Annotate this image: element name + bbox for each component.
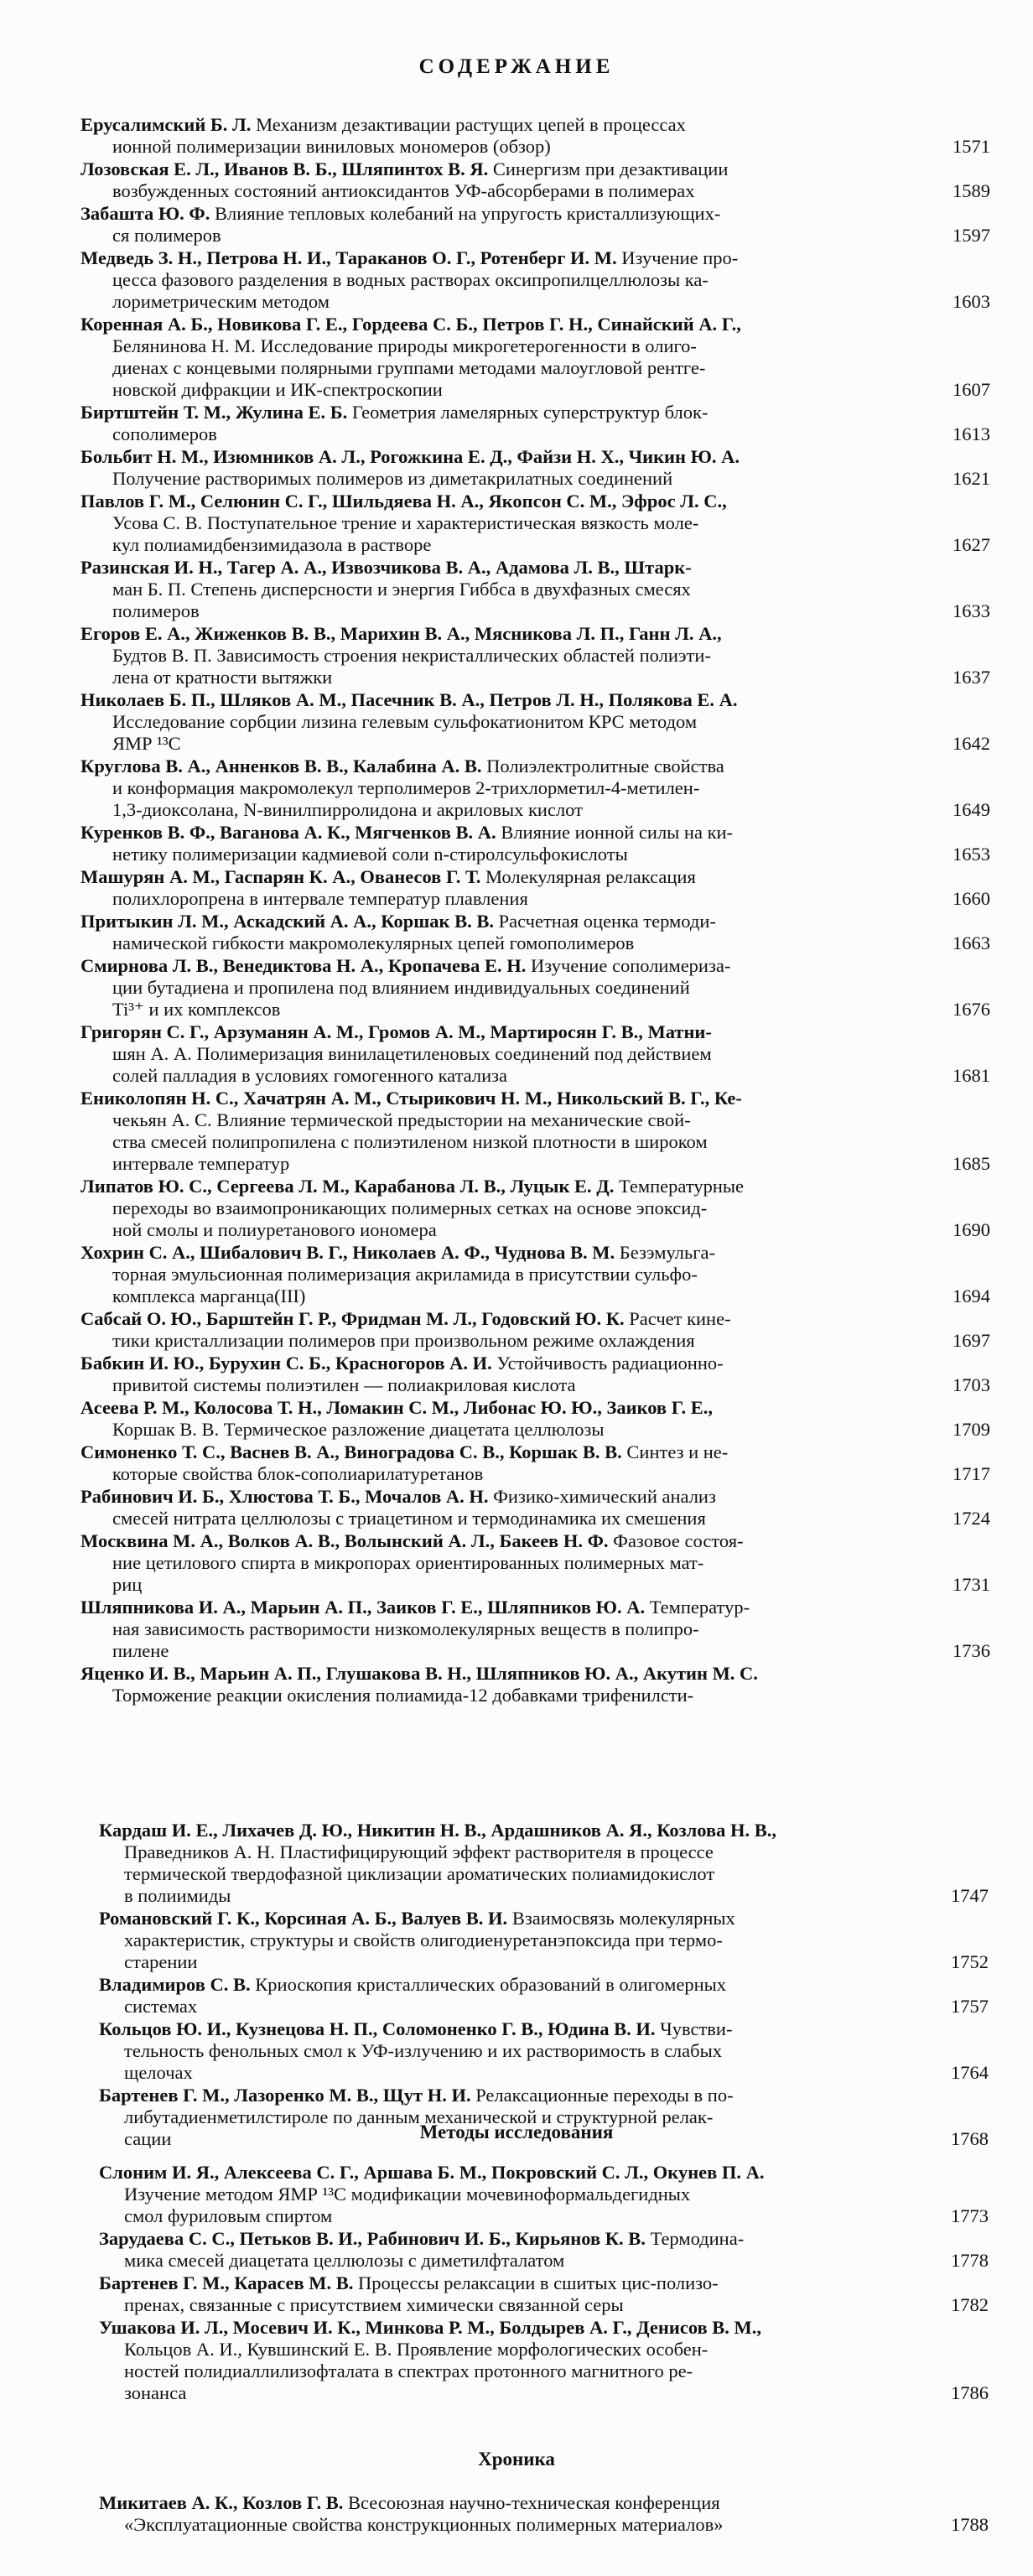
entry-title-line: Механизм дезактивации растущих цепей в процессах [251, 114, 686, 135]
entry-authors: Липатов Ю. С., Сергеева Л. М., Карабанова Л. В., Луцык Е. Д. [80, 1176, 615, 1197]
toc-entry [80, 203, 1033, 247]
entry-page-number: 1764 [951, 2062, 989, 2083]
entry-title-line: Процессы релаксации в сшитых цис-полизо- [353, 2272, 719, 2293]
entry-title-line: Праведников А. Н. Пластифицирующий эффект растворителя в процессе [124, 1841, 714, 1862]
entry-title-line: Будтов В. П. Зависимость строения некристаллических областей полиэти- [112, 645, 711, 666]
entry-page-number: 1685 [953, 1153, 990, 1174]
entry-title-line: лориметрическим методом [112, 291, 330, 312]
entry-title-line: Криоскопия кристаллических образований в олигомерных [250, 1974, 726, 1995]
section-heading-chronicle: Хроника [478, 2449, 555, 2470]
entry-authors: Лозовская Е. Л., Иванов В. Б., Шляпинтох В. Я. [80, 158, 489, 179]
entry-title-line: торная эмульсионная полимеризация акриламида в присутствии сульфо- [112, 1264, 698, 1285]
entry-title-line: ся полимеров [112, 225, 221, 246]
entry-title-line: Физико-химический анализ [488, 1486, 716, 1507]
entry-title-line: Безэмульга- [615, 1242, 716, 1263]
entry-title-line: Всесоюзная научно-техническая конференция [343, 2492, 720, 2513]
entry-title-line: Исследование сорбции лизина гелевым сульфокатионитом КРС методом [112, 711, 698, 732]
entry-title-line: диенах с концевыми полярными группами методами малоугловой рентге- [112, 357, 706, 378]
toc-entry [80, 1397, 1033, 1441]
entry-page-number: 1768 [951, 2128, 989, 2149]
entry-title-line: Синергизм при дезактивации [488, 158, 729, 179]
toc-entry [80, 1176, 1033, 1241]
entry-title-line: Ti³⁺ и их комплексов [112, 999, 281, 1020]
entry-title-line: тики кристаллизации полимеров при произвольном режиме охлаждения [112, 1330, 695, 1351]
entry-title-line: Релаксационные переходы в по- [470, 2085, 734, 2106]
entry-authors: Притыкин Л. М., Аскадский А. А., Коршак В. В. [80, 911, 494, 932]
entry-title-line: системах [124, 1996, 198, 2017]
toc-entry [80, 158, 1033, 202]
entry-page-number: 1757 [951, 1996, 989, 2017]
entry-title-line: полимеров [112, 600, 200, 621]
toc-entry [80, 623, 1033, 688]
entry-title-line: комплекса марганца(III) [112, 1285, 306, 1306]
toc-entry [80, 822, 1033, 865]
toc-entry [80, 1353, 1033, 1396]
entry-title-line: возбужденных состояний антиоксидантов УФ-абсорберами в полимерах [112, 180, 695, 201]
toc-entry [80, 1021, 1033, 1087]
entry-page-number: 1778 [951, 2250, 989, 2271]
entry-page-number: 1681 [953, 1065, 990, 1086]
entry-page-number: 1690 [953, 1219, 990, 1240]
entry-authors: Павлов Г. М., Селюнин С. Г., Шильдяева Н. А., Якопсон С. М., Эфрос Л. С., [80, 491, 727, 512]
entry-page-number: 1621 [953, 468, 990, 489]
entry-authors: Ушакова И. Л., Мосевич И. К., Минкова Р. М., Болдырев А. Г., Денисов В. М., [99, 2317, 762, 2338]
entry-page-number: 1747 [951, 1885, 989, 1906]
entry-title-line: «Эксплуатационные свойства конструкционных полимерных материалов» [124, 2514, 724, 2535]
entry-page-number: 1717 [953, 1463, 990, 1484]
toc-entry [80, 955, 1033, 1021]
entry-title-line: ние цетилового спирта в микропорах ориентированных полимерных мат- [112, 1552, 704, 1573]
entry-authors: Биртштейн Т. М., Жулина Е. Б. [80, 402, 348, 423]
entry-authors: Ениколопян Н. С., Хачатрян А. М., Стырикович Н. М., Никольский В. Г., Ке- [80, 1088, 742, 1109]
entry-page-number: 1633 [953, 600, 990, 621]
entry-title-line: Геометрия ламелярных суперструктур блок- [347, 402, 709, 423]
entry-page-number: 1752 [951, 1951, 989, 1972]
entry-authors: Хохрин С. А., Шибалович В. Г., Николаев А. Ф., Чуднова В. М. [80, 1242, 615, 1263]
toc-entry [80, 446, 1033, 490]
entry-page-number: 1731 [953, 1574, 990, 1595]
entry-authors: Больбит Н. М., Изюмников А. Л., Рогожкина Е. Д., Файзи Н. Х., Чикин Ю. А. [80, 446, 740, 467]
entry-title-line: пилене [112, 1640, 169, 1661]
entry-title-line: Кольцов А. И., Кувшинский Е. В. Проявление морфологических особен- [124, 2339, 709, 2360]
entry-page-number: 1637 [953, 667, 990, 688]
entry-title-line: чекьян А. С. Влияние термической предыстории на механические свой- [112, 1109, 691, 1130]
entry-authors: Москвина М. А., Волков А. В., Волынский А. Л., Бакеев Н. Ф. [80, 1530, 609, 1551]
entry-page-number: 1703 [953, 1374, 990, 1395]
entry-title-line: пренах, связанные с присутствием химически связанной серы [124, 2294, 624, 2315]
entry-title-line: Влияние ионной силы на ки- [496, 822, 734, 843]
toc-entry [80, 911, 1033, 954]
entry-page-number: 1613 [953, 423, 990, 444]
entry-authors: Круглова В. А., Анненков В. В., Калабина А. В. [80, 756, 482, 776]
toc-entry [80, 1663, 1033, 1706]
entry-authors: Симоненко Т. С., Васнев В. А., Виноградова С. В., Коршак В. В. [80, 1441, 622, 1462]
entry-authors: Куренков В. Ф., Ваганова А. К., Мягченков В. А. [80, 822, 496, 843]
entry-page-number: 1607 [953, 379, 990, 400]
entry-title-line: Расчет кине- [624, 1308, 731, 1329]
entry-title-line: Белянинова Н. М. Исследование природы микрогетерогенности в олиго- [112, 335, 697, 356]
entry-title-line: которые свойства блок-сополиарилатуретанов [112, 1463, 484, 1484]
entry-title-line: смол фуриловым спиртом [124, 2205, 333, 2226]
entry-title-line: Изучение сополимериза- [526, 955, 731, 976]
entry-title-line: Молекулярная релаксация [480, 866, 696, 887]
entry-title-line: ства смесей полипропилена с полиэтиленом низкой плотности в широком [112, 1131, 708, 1152]
entry-authors: Григорян С. Г., Арзуманян А. М., Громов А. М., Мартиросян Г. В., Матни- [80, 1021, 712, 1042]
entry-authors: Ерусалимский Б. Л. [80, 114, 252, 135]
entry-authors: Романовский Г. К., Корсиная А. Б., Валуев В. И. [99, 1908, 508, 1929]
entry-title-line: Изучение про- [616, 247, 739, 268]
entry-page-number: 1642 [953, 733, 990, 754]
entry-authors: Смирнова Л. В., Венедиктова Н. А., Кропачева Е. Н. [80, 955, 527, 976]
entry-page-number: 1724 [953, 1508, 990, 1529]
toc-entry [80, 866, 1033, 910]
entry-title-line: в полиимиды [124, 1885, 231, 1906]
entry-title-line: ман Б. П. Степень дисперсности и энергия Гиббса в двухфазных смесях [112, 579, 691, 600]
entry-authors: Слоним И. Я., Алексеева С. Г., Аршава Б. М., Покровский С. Л., Окунев П. А. [99, 2162, 765, 2183]
entry-title-line: ции бутадиена и пропилена под влиянием индивидуальных соединений [112, 977, 690, 998]
entry-page-number: 1653 [953, 844, 990, 865]
toc-entry [80, 1486, 1033, 1530]
entry-page-number: 1571 [953, 136, 990, 157]
entry-title-line: старении [124, 1951, 198, 1972]
entry-title-line: ная зависимость растворимости низкомолекулярных веществ в полипро- [112, 1618, 699, 1639]
entry-title-line: солей палладия в условиях гомогенного катализа [112, 1065, 508, 1086]
toc-entry [99, 1820, 1033, 1907]
entry-title-line: кул полиамидбензимидазола в растворе [112, 534, 432, 555]
entry-authors: Микитаев А. К., Козлов Г. В. [99, 2492, 344, 2513]
entry-title-line: Изучение методом ЯМР ¹³C модификации мочевиноформальдегидных [124, 2184, 691, 2205]
entry-title-line: риц [112, 1574, 143, 1595]
toc-entry [99, 1974, 1033, 2018]
entry-page-number: 1786 [951, 2382, 989, 2403]
section-heading-methods: Методы исследования [419, 2122, 614, 2142]
entry-page-number: 1649 [953, 799, 990, 820]
toc-entry [99, 2492, 1033, 2536]
entry-title-line: щелочах [124, 2062, 193, 2083]
toc-entry [80, 1530, 1033, 1596]
entry-authors: Егоров Е. А., Жиженков В. В., Марихин В. А., Мясникова Л. П., Ганн Л. А., [80, 623, 722, 644]
toc-entry [80, 1242, 1033, 1307]
entry-title-line: новской дифракции и ИК-спектроскопии [112, 379, 443, 400]
toc-entry [80, 756, 1033, 821]
toc-entry [99, 2272, 1033, 2316]
entry-title-line: ионной полимеризации виниловых мономеров (обзор) [112, 136, 551, 157]
entry-title-line: Фазовое состоя- [608, 1530, 744, 1551]
toc-entry [80, 1308, 1033, 1352]
entry-page-number: 1694 [953, 1285, 990, 1306]
entry-authors: Кольцов Ю. И., Кузнецова Н. П., Соломоненко Г. В., Юдина В. И. [99, 2018, 656, 2039]
entry-title-line: 1,3-диоксолана, N-винилпирролидона и акриловых кислот [112, 799, 583, 820]
entry-title-line: Чувстви- [655, 2018, 733, 2039]
entry-title-line: переходы во взаимопроникающих полимерных сетках на основе эпоксид- [112, 1197, 708, 1218]
entry-title-line: тельность фенольных смол к УФ-излучению и их растворимость в слабых [124, 2040, 722, 2061]
entry-title-line: либутадиенметилстироле по данным механической и структурной релак- [124, 2106, 714, 2127]
entry-authors: Машурян А. М., Гаспарян К. А., Ованесов Г. Т. [80, 866, 481, 887]
entry-page-number: 1597 [953, 225, 990, 246]
entry-authors: Шляпникова И. А., Марьин А. П., Заиков Г. Е., Шляпников Ю. А. [80, 1597, 646, 1618]
toc-entry [80, 689, 1033, 755]
page-title: СОДЕРЖАНИЕ [418, 55, 615, 78]
entry-title-line: Получение растворимых полимеров из диметакрилатных соединений [112, 468, 673, 489]
entry-authors: Бартенев Г. М., Лазоренко М. В., Щут Н. И. [99, 2085, 471, 2106]
entry-title-line: шян А. А. Полимеризация винилацетиленовых соединений под действием [112, 1043, 712, 1064]
entry-title-line: Коршак В. В. Термическое разложение диацетата целлюлозы [112, 1419, 605, 1440]
toc-entry [80, 1088, 1033, 1175]
toc-entry [80, 402, 1033, 445]
entry-authors: Асеева Р. М., Колосова Т. Н., Ломакин С. М., Либонас Ю. Ю., Заиков Г. Е., [80, 1397, 713, 1418]
entry-authors: Разинская И. Н., Тагер А. А., Извозчикова В. А., Адамова Л. В., Штарк- [80, 557, 692, 578]
entry-authors: Николаев Б. П., Шляков А. М., Пасечник В. А., Петров Л. Н., Полякова Е. А. [80, 689, 738, 710]
toc-entry [80, 1441, 1033, 1485]
toc-entry [99, 2228, 1033, 2272]
entry-page-number: 1603 [953, 291, 990, 312]
entry-authors: Яценко И. В., Марьин А. П., Глушакова В. Н., Шляпников Ю. А., Акутин М. С. [80, 1663, 758, 1684]
entry-title-line: сополимеров [112, 423, 217, 444]
entry-title-line: намической гибкости макромолекулярных цепей гомополимеров [112, 932, 635, 953]
entry-title-line: Взаимосвязь молекулярных [507, 1908, 735, 1929]
entry-page-number: 1627 [953, 534, 990, 555]
toc-entry [80, 557, 1033, 622]
entry-title-line: Полиэлектролитные свойства [481, 756, 724, 776]
entry-title-line: Усова С. В. Поступательное трение и характеристическая вязкость моле- [112, 512, 699, 533]
entry-authors: Бартенев Г. М., Карасев М. В. [99, 2272, 354, 2293]
entry-authors: Медведь З. Н., Петрова Н. И., Тараканов О. Г., Ротенберг И. М. [80, 247, 617, 268]
toc-entry [99, 1908, 1033, 1973]
entry-title-line: ностей полидиаллилизофталата в спектрах протонного магнитного ре- [124, 2360, 693, 2381]
entry-title-line: Температур- [645, 1597, 750, 1618]
entry-title-line: сации [124, 2128, 172, 2149]
entry-title-line: ЯМР ¹³C [112, 733, 181, 754]
entry-title-line: Термодина- [645, 2228, 745, 2249]
entry-authors: Коренная А. Б., Новикова Г. Е., Гордеева С. Б., Петров Г. Н., Синайский А. Г., [80, 314, 741, 335]
entry-title-line: интервале температур [112, 1153, 290, 1174]
entry-page-number: 1663 [953, 932, 990, 953]
entry-title-line: характеристик, структуры и свойств олигодиенуретанэпоксида при термо- [124, 1929, 723, 1950]
entry-page-number: 1589 [953, 180, 990, 201]
entry-authors: Зарудаева С. С., Петьков В. И., Рабинович И. Б., Кирьянов К. В. [99, 2228, 646, 2249]
entry-authors: Кардаш И. Е., Лихачев Д. Ю., Никитин Н. В., Ардашников А. Я., Козлова Н. В., [99, 1820, 777, 1841]
entry-title-line: Устойчивость радиационно- [491, 1353, 724, 1374]
entry-title-line: Синтез и не- [621, 1441, 729, 1462]
entry-page-number: 1697 [953, 1330, 990, 1351]
toc-entry [80, 247, 1033, 313]
entry-page-number: 1788 [951, 2514, 989, 2535]
entry-title-line: зонанса [124, 2382, 187, 2403]
entry-title-line: Торможение реакции окисления полиамида-12 добавками трифенилсти- [112, 1685, 694, 1706]
toc-entry [80, 491, 1033, 556]
entry-title-line: цесса фазового разделения в водных растворах оксипропилцеллюлозы ка- [112, 269, 709, 290]
toc-entry [99, 2018, 1033, 2084]
entry-authors: Бабкин И. Ю., Бурухин С. Б., Красногоров А. И. [80, 1353, 492, 1374]
entry-title-line: термической твердофазной циклизации ароматических полиамидокислот [124, 1863, 715, 1884]
entry-authors: Рабинович И. Б., Хлюстова Т. Б., Мочалов А. Н. [80, 1486, 489, 1507]
entry-title-line: полихлоропрена в интервале температур плавления [112, 888, 528, 909]
entry-authors: Забашта Ю. Ф. [80, 203, 210, 224]
entry-title-line: ной смолы и полиуретанового иономера [112, 1219, 437, 1240]
entry-authors: Сабсай О. Ю., Барштейн Г. Р., Фридман М. Л., Годовский Ю. К. [80, 1308, 625, 1329]
entry-page-number: 1709 [953, 1419, 990, 1440]
entry-title-line: нетику полимеризации кадмиевой соли n-стиролсульфокислоты [112, 844, 628, 865]
entry-title-line: привитой системы полиэтилен — полиакриловая кислота [112, 1374, 576, 1395]
entry-title-line: мика смесей диацетата целлюлозы с диметилфталатом [124, 2250, 565, 2271]
toc-entry [80, 314, 1033, 401]
entry-page-number: 1676 [953, 999, 990, 1020]
toc-entry [99, 2162, 1033, 2227]
entry-title-line: и конформация макромолекул терполимеров 2-трихлорметил-4-метилен- [112, 777, 700, 798]
entry-page-number: 1736 [953, 1640, 990, 1661]
entry-title-line: лена от кратности вытяжки [112, 667, 333, 688]
entry-page-number: 1773 [951, 2205, 989, 2226]
toc-entry [80, 1597, 1033, 1662]
entry-authors: Владимиров С. В. [99, 1974, 251, 1995]
entry-title-line: Влияние тепловых колебаний на упругость кристаллизующих- [210, 203, 721, 224]
toc-entry [80, 114, 1033, 158]
entry-title-line: Температурные [614, 1176, 745, 1197]
entry-title-line: смесей нитрата целлюлозы с триацетином и термодинамика их смешения [112, 1508, 706, 1529]
entry-page-number: 1660 [953, 888, 990, 909]
toc-entry [99, 2317, 1033, 2404]
entry-page-number: 1782 [951, 2294, 989, 2315]
entry-title-line: Расчетная оценка термоди- [493, 911, 716, 932]
